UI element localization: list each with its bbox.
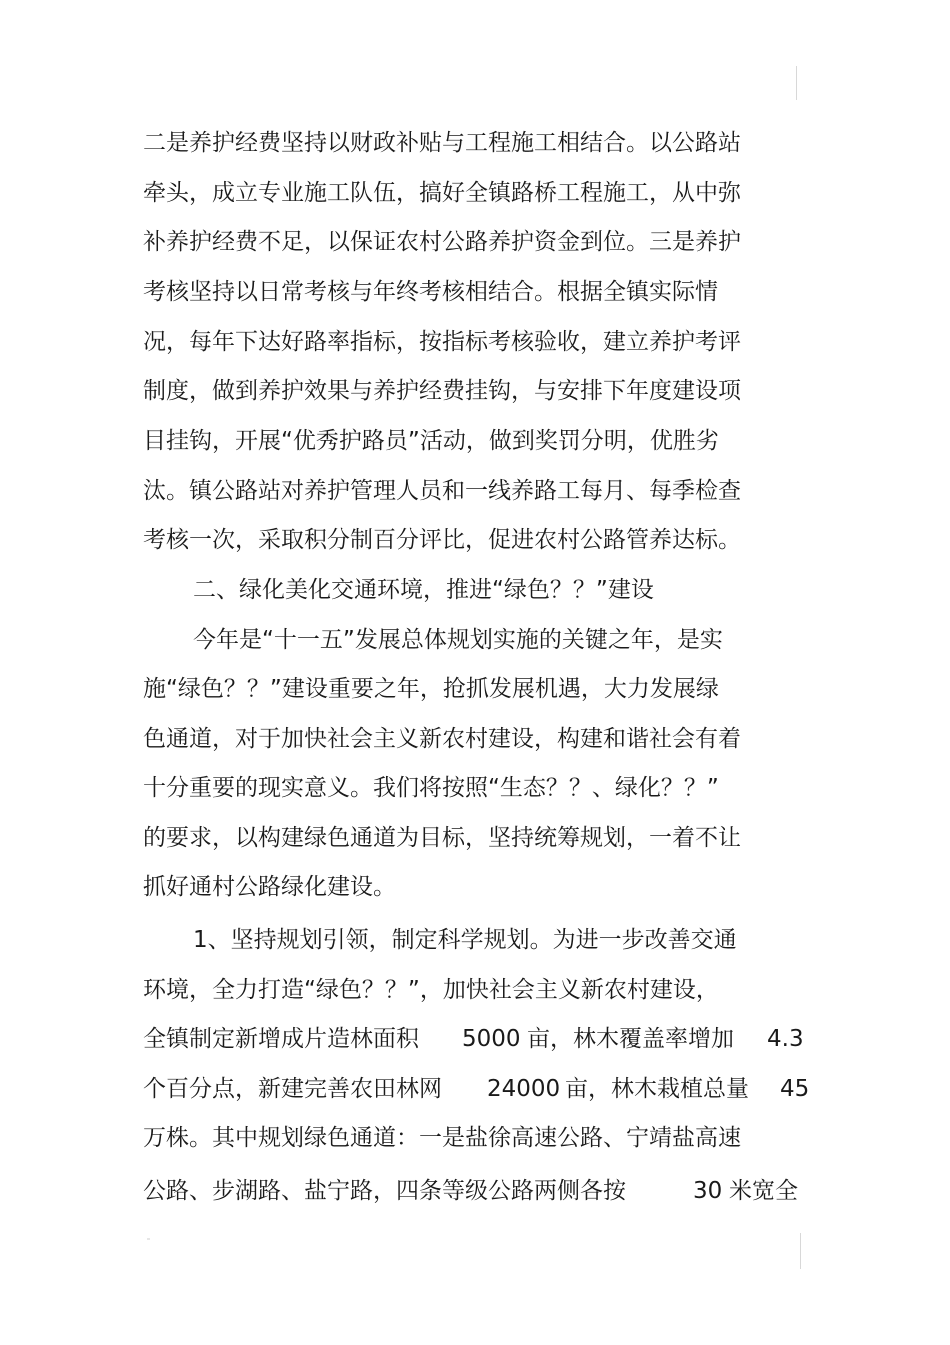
page-corner-mark [796, 66, 797, 100]
text-segment: 亩，林木栽植总量 [565, 1076, 749, 1102]
text-segment: 色通道，对于加快社会主义新农村建设，构建和谐社会有着 [143, 726, 741, 752]
number-value: 4.3 [767, 1026, 804, 1052]
text-segment: 目挂钩，开展“优秀护路员”活动，做到奖罚分明，优胜劣 [143, 428, 719, 454]
text-segment: 况，每年下达好路率指标，按指标考核验收，建立养护考评 [143, 329, 741, 355]
text-segment: 米宽全 [729, 1178, 798, 1204]
scan-speck [147, 1238, 150, 1240]
text-segment: 今年是“十一五”发展总体规划实施的关键之年，是实 [193, 627, 723, 653]
number-value: 30 [693, 1178, 723, 1204]
text-segment: 二、绿化美化交通环境，推进“绿色？？”建设 [193, 577, 654, 603]
text-segment: 1、坚持规划引领，制定科学规划。为进一步改善交通 [193, 927, 737, 953]
text-segment: 二是养护经费坚持以财政补贴与工程施工相结合。以公路站 [143, 130, 741, 156]
text-segment: 汰。镇公路站对养护管理人员和一线养路工每月、每季检查 [143, 478, 741, 504]
text-segment: 牵头，成立专业施工队伍，搞好全镇路桥工程施工，从中弥 [143, 180, 741, 206]
text-segment: 个百分点，新建完善农田林网 [143, 1076, 442, 1102]
text-segment: 全镇制定新增成片造林面积 [143, 1026, 419, 1052]
number-value: 5000 [462, 1026, 521, 1052]
text-segment: 考核坚持以日常考核与年终考核相结合。根据全镇实际情 [143, 279, 718, 305]
number-value: 45 [780, 1076, 810, 1102]
number-value: 24000 [487, 1076, 561, 1102]
text-segment: 制度，做到养护效果与养护经费挂钩，与安排下年度建设项 [143, 378, 741, 404]
text-segment: 抓好通村公路绿化建设。 [143, 874, 396, 900]
text-segment: 环境，全力打造“绿色？？”，加快社会主义新农村建设， [143, 977, 719, 1003]
text-segment: 公路、步湖路、盐宁路，四条等级公路两侧各按 [143, 1178, 626, 1204]
text-segment: 考核一次，采取积分制百分评比，促进农村公路管养达标。 [143, 527, 741, 553]
text-segment: 亩，林木覆盖率增加 [527, 1026, 734, 1052]
text-segment: 补养护经费不足，以保证农村公路养护资金到位。三是养护 [143, 229, 741, 255]
text-segment: 十分重要的现实意义。我们将按照“生态？？、绿化？？” [143, 775, 719, 801]
text-segment: 万株。其中规划绿色通道：一是盐徐高速公路、宁靖盐高速 [143, 1125, 741, 1151]
page-corner-mark [800, 1233, 801, 1269]
text-segment: 的要求，以构建绿色通道为目标，坚持统筹规划，一着不让 [143, 825, 741, 851]
text-segment: 施“绿色？？”建设重要之年，抢抓发展机遇，大力发展绿 [143, 676, 719, 702]
